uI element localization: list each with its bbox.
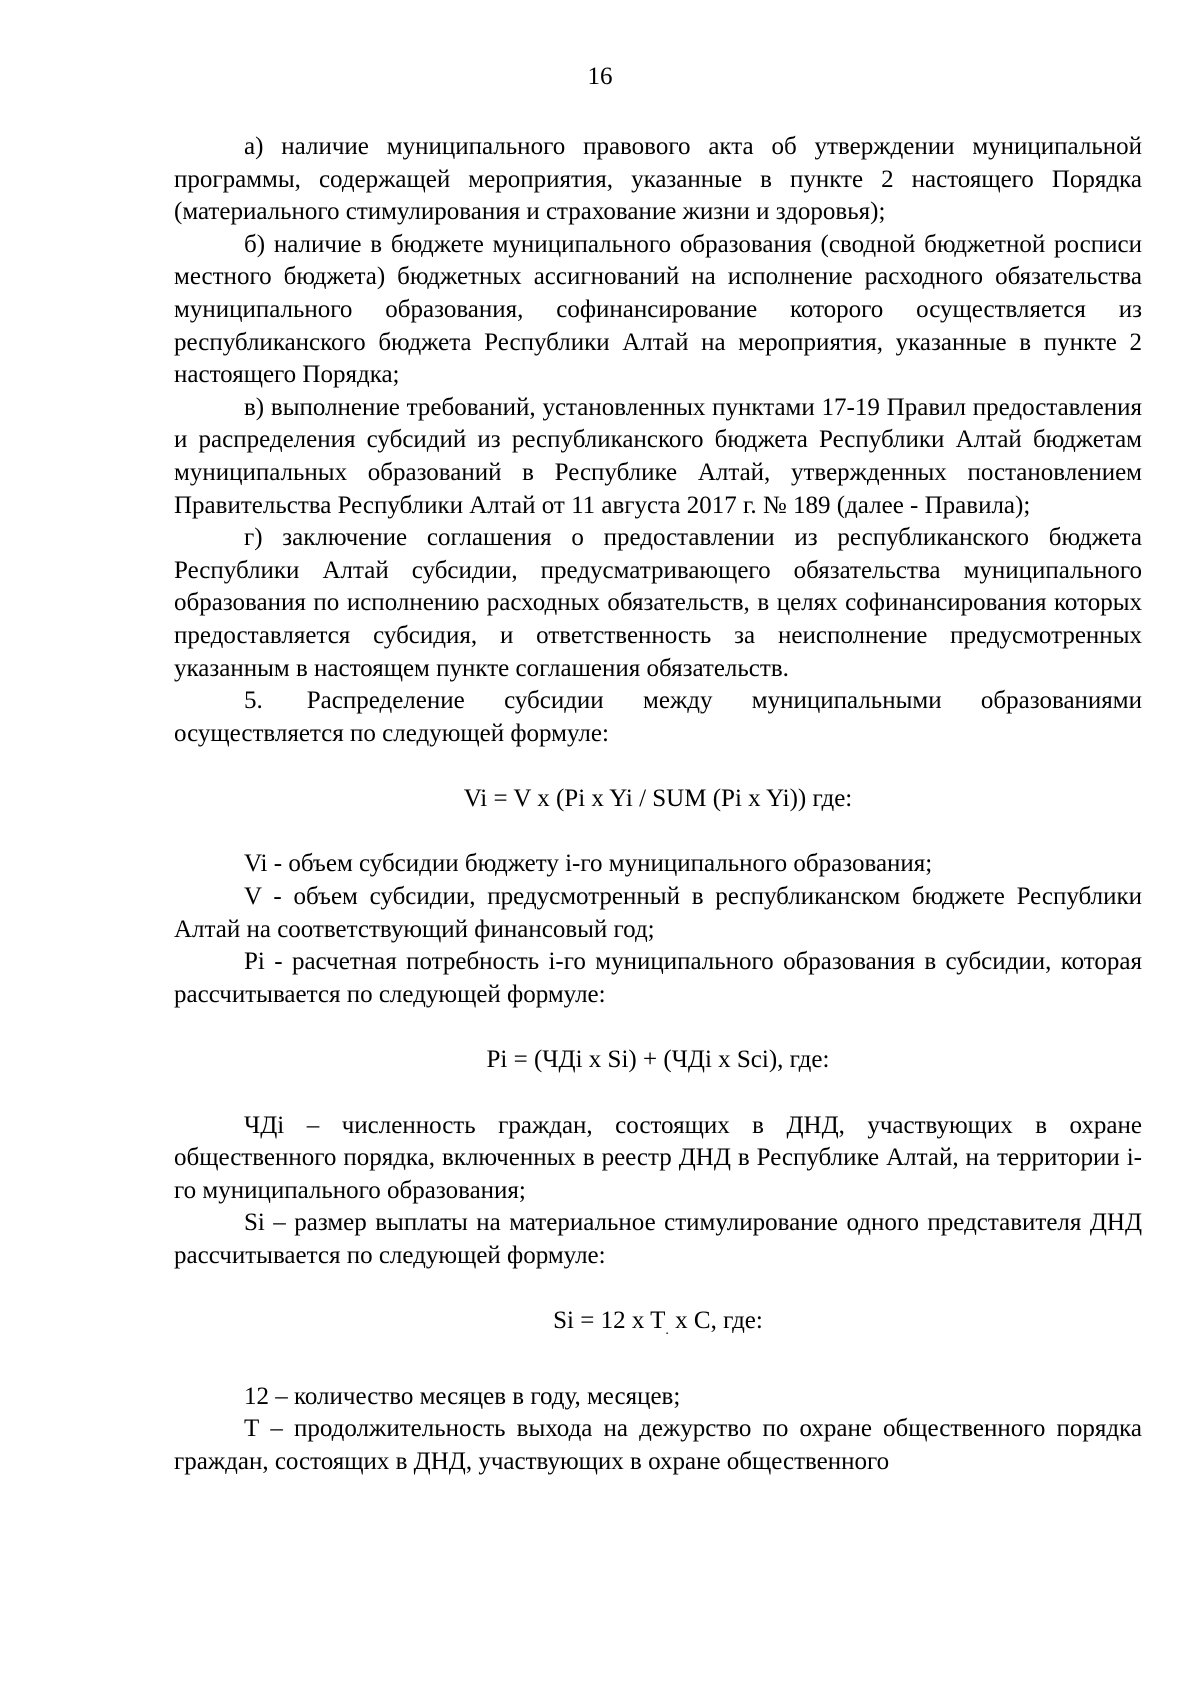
definition-v: V - объем субсидии, предусмотренный в республиканском бюджете Республики Алтай на соответствующий финансовый год;: [174, 883, 1142, 943]
formula-vi: Vi = V x (Pi x Yi / SUM (Pi x Yi)) где:: [463, 784, 853, 812]
formula-si-right: x C, где:: [668, 1307, 763, 1335]
paragraph-a: а) наличие муниципального правового акта об утверждении муниципальной программы, содержащей мероприятия, указанные в пункте 2 настоящего Порядка (материального стимулирования и страхование жизни и здоровья);: [174, 133, 1142, 226]
paragraph-b: б) наличие в бюджете муниципального образования (сводной бюджетной росписи местного бюджета) бюджетных ассигнований на исполнение расходного обязательства муниципального образования, софинансирование которого осуществляется из республиканского бюджета Республики Алтай на мероприятия, указанные в пункте 2 настоящего Порядка;: [174, 230, 1142, 389]
formula-si: [174, 1273, 1142, 1381]
definition-vi: Vi - объем субсидии бюджету i-го муниципального образования;: [244, 850, 933, 878]
formula-si-left: Si = 12 x T: [553, 1307, 666, 1335]
paragraph-item-5: [174, 685, 1142, 750]
definition-chdi: ЧДi – численность граждан, состоящих в ДНД, участвующих в охране общественного порядка, включенных в реестр ДНД в Республике Алтай, на территории i-го муниципального образования;: [174, 1111, 1142, 1204]
paragraph-v: в) выполнение требований, установленных пунктами 17-19 Правил предоставления и распределения субсидий из республиканского бюджета Республики Алтай бюджетам муниципальных образований в Республике Алтай, утвержденных постановлением Правительства Республики Алтай от 11 августа 2017 г. № 189 (далее - Правила);: [174, 393, 1142, 519]
definition-pi: Pi - расчетная потребность i-го муниципального образования в субсидии, которая рассчитывается по следующей формуле:: [174, 948, 1142, 1008]
page-number: 16: [587, 63, 613, 90]
item-5-number: 5.: [244, 687, 263, 715]
item-5-text: Распределение субсидии между муниципальными образованиями осуществляется по следующей формуле:: [174, 687, 1142, 747]
document-body: [174, 131, 1142, 1479]
definition-12: 12 – количество месяцев в году, месяцев;: [244, 1382, 681, 1410]
definition-t: Т – продолжительность выхода на дежурство по охране общественного порядка граждан, состоящих в ДНД, участвующих в охране общественного: [174, 1415, 1142, 1475]
definition-si: Si – размер выплаты на материальное стимулирование одного представителя ДНД рассчитывается по следующей формуле:: [174, 1209, 1142, 1269]
paragraph-g: г) заключение соглашения о предоставлении из республиканского бюджета Республики Алтай субсидии, предусматривающего обязательства муниципального образования по исполнению расходных обязательств, в целях софинансирования которых предоставляется субсидия, и ответственность за неисполнение предусмотренных указанным в настоящем пункте соглашения обязательств.: [174, 524, 1142, 682]
formula-pi: Pi = (ЧДi x Si) + (ЧДi x Sci), где:: [486, 1046, 830, 1074]
formula-si-subscript: .: [665, 1323, 669, 1339]
